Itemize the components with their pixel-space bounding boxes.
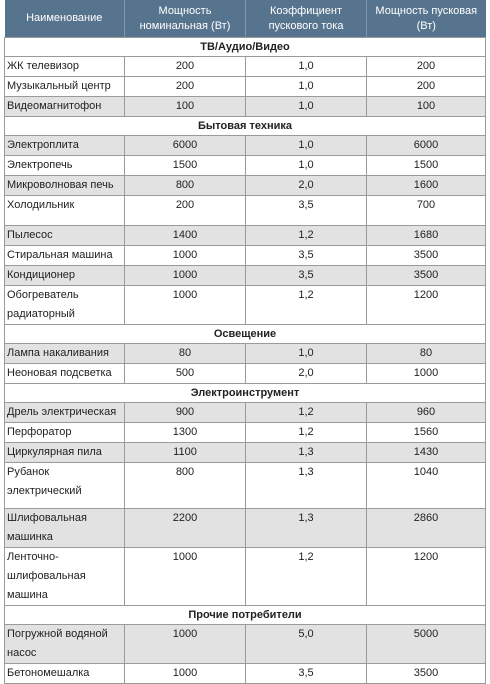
cell-name: Рубанок электрический [5,463,125,509]
cell-start-coefficient: 5,0 [246,625,367,664]
table-row [5,344,486,364]
cell-start-power: 1560 [367,423,486,443]
cell-start-power: 100 [367,97,486,117]
table-row [5,196,486,226]
table-row [5,266,486,286]
table-row [5,443,486,463]
cell-nominal-power: 500 [125,364,246,384]
cell-name: Музыкальный центр [5,77,125,97]
cell-start-coefficient: 1,2 [246,548,367,606]
cell-start-power: 1040 [367,463,486,509]
table-row [5,403,486,423]
header-start-power: Мощность пусковая (Вт) [367,0,486,38]
cell-nominal-power: 2200 [125,509,246,548]
cell-name: Дрель электрическая [5,403,125,423]
section-title: Освещение [5,325,486,344]
cell-name: Перфоратор [5,423,125,443]
cell-nominal-power: 1000 [125,266,246,286]
section-header-row [5,117,486,136]
cell-nominal-power: 800 [125,176,246,196]
header-name: Наименование [5,0,125,38]
cell-name: Видеомагнитофон [5,97,125,117]
cell-start-power: 1430 [367,443,486,463]
cell-nominal-power: 1000 [125,246,246,266]
cell-nominal-power: 200 [125,196,246,226]
cell-start-coefficient: 1,3 [246,443,367,463]
cell-name: Неоновая подсветка [5,364,125,384]
table-row [5,136,486,156]
table-row [5,97,486,117]
cell-start-coefficient: 3,5 [246,246,367,266]
table-row [5,286,486,325]
table-row [5,246,486,266]
header-start-coefficient: Коэффициент пускового тока [246,0,367,38]
table-row [5,548,486,606]
cell-start-power: 200 [367,57,486,77]
cell-name: Шлифовальная машинка [5,509,125,548]
cell-start-coefficient: 1,2 [246,286,367,325]
cell-name: Ленточно-шлифовальная машина [5,548,125,606]
cell-start-power: 3500 [367,246,486,266]
cell-name: Лампа накаливания [5,344,125,364]
cell-start-coefficient: 3,5 [246,664,367,684]
cell-name: Пылесос [5,226,125,246]
cell-name: Погружной водяной насос [5,625,125,664]
cell-start-power: 1500 [367,156,486,176]
table-body [5,38,486,684]
cell-nominal-power: 1000 [125,625,246,664]
table-row [5,57,486,77]
cell-name: Микроволновая печь [5,176,125,196]
cell-name: Электропечь [5,156,125,176]
cell-name: Обогреватель радиаторный [5,286,125,325]
cell-nominal-power: 100 [125,97,246,117]
cell-start-coefficient: 3,5 [246,266,367,286]
table-header-row [5,0,486,38]
cell-nominal-power: 1000 [125,664,246,684]
cell-nominal-power: 900 [125,403,246,423]
table-row [5,364,486,384]
header-nominal-power: Мощность номинальная (Вт) [125,0,246,38]
cell-name: Холодильник [5,196,125,226]
cell-start-power: 1000 [367,364,486,384]
cell-start-power: 80 [367,344,486,364]
cell-start-coefficient: 1,2 [246,226,367,246]
cell-start-coefficient: 1,0 [246,344,367,364]
cell-name: Электроплита [5,136,125,156]
cell-start-coefficient: 1,0 [246,97,367,117]
section-header-row [5,325,486,344]
cell-nominal-power: 200 [125,57,246,77]
cell-nominal-power: 6000 [125,136,246,156]
section-header-row [5,606,486,625]
cell-start-power: 200 [367,77,486,97]
cell-start-coefficient: 2,0 [246,176,367,196]
section-title: Бытовая техника [5,117,486,136]
cell-name: Кондиционер [5,266,125,286]
cell-name: Стиральная машина [5,246,125,266]
cell-start-power: 1600 [367,176,486,196]
section-title: Электроинструмент [5,384,486,403]
table-row [5,77,486,97]
cell-start-power: 700 [367,196,486,226]
cell-start-coefficient: 1,0 [246,77,367,97]
cell-nominal-power: 1100 [125,443,246,463]
cell-start-coefficient: 1,2 [246,403,367,423]
cell-start-coefficient: 1,3 [246,463,367,509]
cell-nominal-power: 1500 [125,156,246,176]
cell-start-coefficient: 3,5 [246,196,367,226]
cell-start-coefficient: 1,0 [246,156,367,176]
section-title: Прочие потребители [5,606,486,625]
cell-nominal-power: 200 [125,77,246,97]
cell-start-power: 1680 [367,226,486,246]
cell-start-coefficient: 1,2 [246,423,367,443]
section-header-row [5,38,486,57]
cell-nominal-power: 1000 [125,286,246,325]
table-row [5,156,486,176]
cell-nominal-power: 1000 [125,548,246,606]
cell-start-power: 1200 [367,548,486,606]
table-row [5,176,486,196]
cell-start-power: 960 [367,403,486,423]
table-row [5,625,486,664]
cell-nominal-power: 1400 [125,226,246,246]
cell-start-power: 3500 [367,664,486,684]
cell-start-power: 3500 [367,266,486,286]
table-row [5,463,486,509]
cell-name: Бетономешалка [5,664,125,684]
cell-start-power: 1200 [367,286,486,325]
cell-start-coefficient: 2,0 [246,364,367,384]
cell-start-power: 5000 [367,625,486,664]
cell-name: Циркулярная пила [5,443,125,463]
section-title: ТВ/Аудио/Видео [5,38,486,57]
table-row [5,509,486,548]
table-row [5,423,486,443]
cell-start-power: 6000 [367,136,486,156]
cell-start-coefficient: 1,0 [246,136,367,156]
cell-name: ЖК телевизор [5,57,125,77]
power-table [4,0,486,684]
cell-nominal-power: 80 [125,344,246,364]
section-header-row [5,384,486,403]
cell-nominal-power: 1300 [125,423,246,443]
cell-nominal-power: 800 [125,463,246,509]
cell-start-coefficient: 1,3 [246,509,367,548]
cell-start-coefficient: 1,0 [246,57,367,77]
table-row [5,226,486,246]
cell-start-power: 2860 [367,509,486,548]
table-row [5,664,486,684]
